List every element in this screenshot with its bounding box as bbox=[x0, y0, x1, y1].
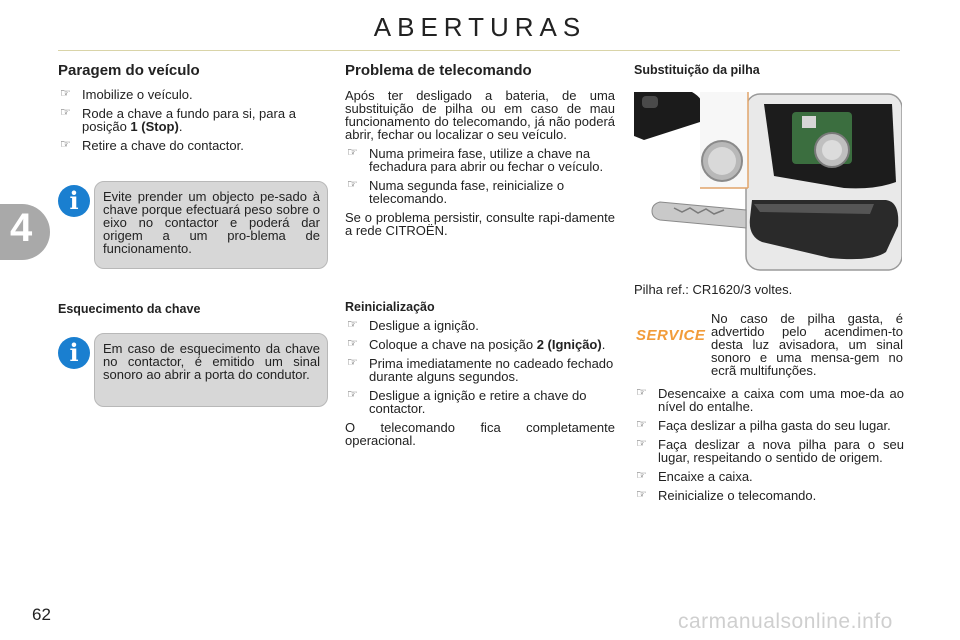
list-item: ☞ Desencaixe a caixa com uma moe-da ao nível do entalhe. bbox=[636, 385, 904, 414]
esquecimento-title: Esquecimento da chave bbox=[58, 302, 201, 316]
service-warning-text: No caso de pilha gasta, é advertido pelo acendimen-to desta luz avisadora, um sinal sonoro e uma mensa-gem no ecrã multifunções. bbox=[711, 311, 903, 378]
list-item: ☞ Faça deslizar a nova pilha para o seu lugar, respeitando o sentido de origem. bbox=[636, 436, 904, 465]
list-item: ☞ Desligue a ignição e retire a chave do contactor. bbox=[347, 387, 587, 416]
list-item: ☞ Numa primeira fase, utilize a chave na fechadura para abrir ou fechar o veículo. bbox=[347, 145, 604, 174]
substituicao-steps bbox=[634, 387, 904, 508]
problema-intro: Após ter desligado a bateria, de uma substituição de pilha ou em caso de mau funcionamento do telecomando, já não poderá abrir, fechar ou localizar o seu veículo. bbox=[345, 88, 615, 142]
list-item: ☞ Reinicialize o telecomando. bbox=[636, 487, 817, 503]
info-icon: i bbox=[58, 337, 90, 369]
page-header-title: ABERTURAS bbox=[373, 12, 587, 42]
problema-persist: Se o problema persistir, consulte rapi-damente a rede CITROËN. bbox=[345, 210, 615, 238]
pointing-hand-icon: ☞ bbox=[347, 387, 358, 401]
pointing-hand-icon: ☞ bbox=[636, 385, 647, 399]
list-item: ☞ Desligue a ignição. bbox=[347, 317, 479, 333]
pointing-hand-icon: ☞ bbox=[60, 137, 71, 151]
list-item: ☞ Imobilize o veículo. bbox=[60, 86, 193, 102]
watermark: carmanualsonline.info bbox=[678, 610, 893, 633]
pointing-hand-icon: ☞ bbox=[60, 86, 71, 100]
pointing-hand-icon: ☞ bbox=[347, 177, 358, 191]
pointing-hand-icon: ☞ bbox=[347, 317, 358, 331]
paragem-list bbox=[58, 88, 328, 158]
pilha-reference: Pilha ref.: CR1620/3 voltes. bbox=[634, 282, 793, 297]
list-item: ☞ Rode a chave a fundo para si, para a posição 1 (Stop). bbox=[60, 105, 296, 134]
info-text-forgotten-key: Em caso de esquecimento da chave no contactor, é emitido um sinal sonoro ao abrir a porta do condutor. bbox=[103, 341, 320, 382]
list-item: ☞ Faça deslizar a pilha gasta do seu lugar. bbox=[636, 417, 891, 433]
reinicializacao-final: O telecomando fica completamente operacional. bbox=[345, 420, 615, 448]
reinicializacao-title: Reinicialização bbox=[345, 300, 435, 314]
list-item: ☞ Coloque a chave na posição 2 (Ignição). bbox=[347, 336, 606, 352]
page-number: 62 bbox=[32, 605, 51, 624]
list-item: ☞ Retire a chave do contactor. bbox=[60, 137, 244, 153]
list-item: ☞ Encaixe a caixa. bbox=[636, 468, 753, 484]
pointing-hand-icon: ☞ bbox=[636, 468, 647, 482]
reinicializacao-list bbox=[345, 319, 615, 453]
pointing-hand-icon: ☞ bbox=[60, 105, 71, 119]
problema-title: Problema de telecomando bbox=[345, 62, 532, 79]
list-item: ☞ Prima imediatamente no cadeado fechado durante alguns segundos. bbox=[347, 355, 614, 384]
problema-section bbox=[345, 89, 615, 243]
pointing-hand-icon: ☞ bbox=[636, 417, 647, 431]
substituicao-title: Substituição da pilha bbox=[634, 63, 760, 77]
paragem-title: Paragem do veículo bbox=[58, 62, 200, 79]
info-text-weight: Evite prender um objecto pe-sado à chave porque efectuará peso sobre o eixo no contactor e poderá dar origem a um pro-blema de funcionamento. bbox=[103, 189, 320, 256]
header-divider bbox=[58, 50, 900, 51]
service-warning-icon: SERVICE bbox=[636, 327, 706, 344]
pointing-hand-icon: ☞ bbox=[347, 355, 358, 369]
pointing-hand-icon: ☞ bbox=[347, 145, 358, 159]
chapter-number: 4 bbox=[10, 206, 33, 250]
pointing-hand-icon: ☞ bbox=[636, 436, 647, 450]
pointing-hand-icon: ☞ bbox=[636, 487, 647, 501]
pointing-hand-icon: ☞ bbox=[347, 336, 358, 350]
remote-key-battery-illustration bbox=[634, 92, 902, 274]
info-icon: i bbox=[58, 185, 90, 217]
list-item: ☞ Numa segunda fase, reinicialize o telecomando. bbox=[347, 177, 565, 206]
